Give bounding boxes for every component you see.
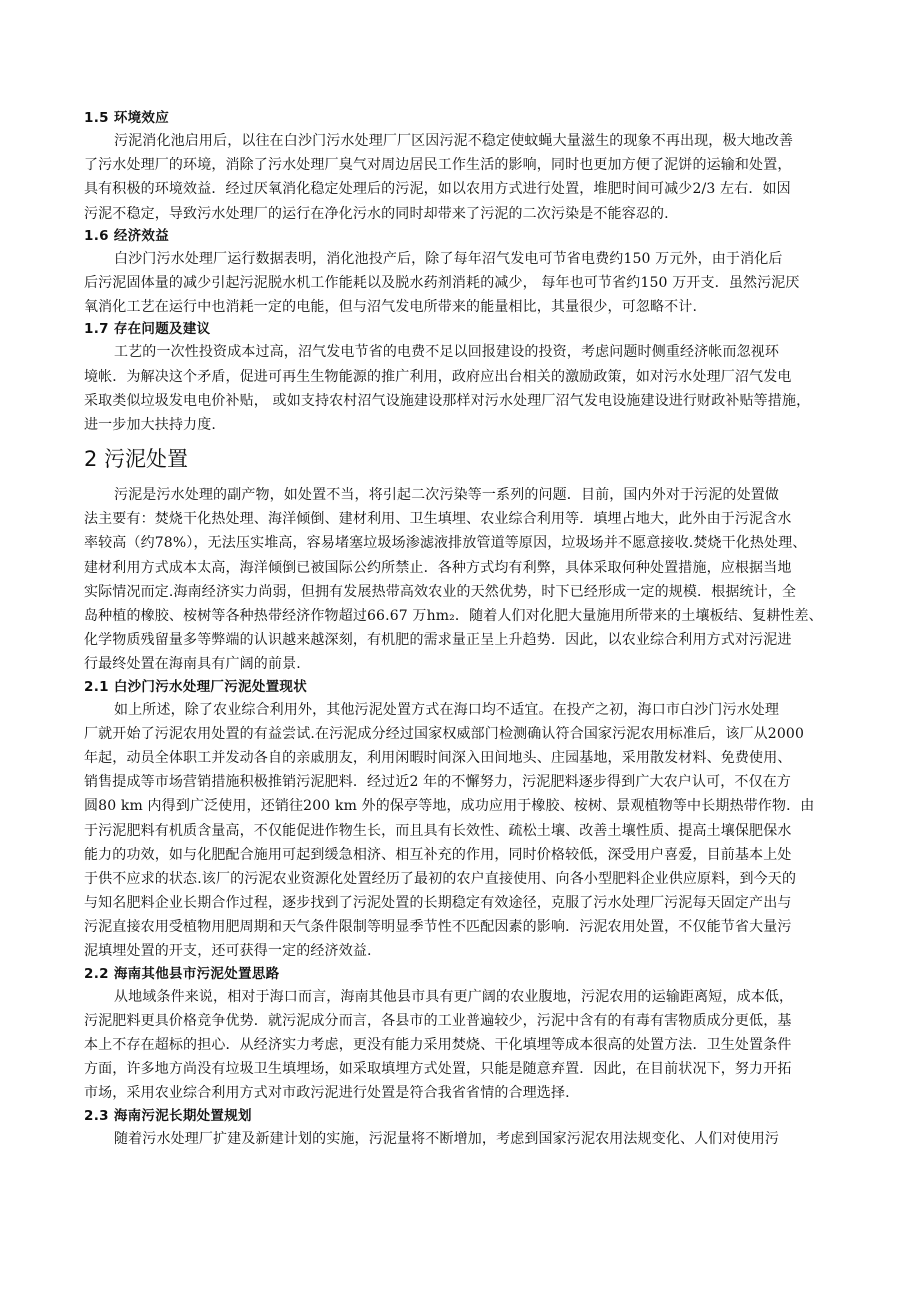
section-heading-2-3: 2.3 海南污泥长期处置规划: [84, 1107, 252, 1124]
text-line: 法主要有：焚烧干化热处理、海洋倾倒、建材利用、卫生填埋、农业综合利用等．填埋占地大，此外由于污泥含水: [84, 511, 792, 528]
document-page: [84, 108, 860, 1151]
section-heading-2-1: 2.1 白沙门污水处理厂污泥处置现状: [84, 678, 308, 695]
text-line: 方面，许多地方尚没有垃圾卫生填埋场，如采取填埋方式处置，只能是随意弃置．因此，在目前状况下，努力开拓: [84, 1061, 792, 1078]
text-line: 销售提成等市场营销措施积极推销污泥肥料．经过近2 年的不懈努力，污泥肥料逐步得到广大农户认可，不仅在方: [84, 774, 792, 791]
text-line: 污泥不稳定，导致污水处理厂的运行在净化污水的同时却带来了污泥的二次污染是不能容忍的.: [84, 205, 669, 222]
chapter-heading-2: 2 污泥处置: [84, 447, 189, 472]
text-line: 率较高（约78%），无法压实堆高，容易堵塞垃圾场渗滤液排放管道等原因，垃圾场并不愿意接收.焚烧干化热处理、: [84, 535, 807, 552]
chapter-2-paragraph: [84, 483, 860, 677]
text-line: 圆80 km 内得到广泛使用，还销往200 km 外的保亭等地，成功应用于橡胶、桉树、景观植物等中长期热带作物．由: [84, 798, 815, 815]
text-line: 厂就开始了污泥农用处置的有益尝试.在污泥成分经过国家权威部门检测确认符合国家污泥农用标准后，该厂从2000: [84, 725, 805, 742]
text-line: 进一步加大扶持力度.: [84, 416, 216, 433]
text-line: 本上不存在超标的担心．从经济实力考虑，更没有能力采用焚烧、干化填埋等成本很高的处置方法．卫生处置条件: [84, 1037, 792, 1053]
text-line: 于污泥肥料有机质含量高，不仅能促进作物生长，而且具有长效性、疏松土壤、改善土壤性质、提高土壤保肥保水: [84, 822, 792, 839]
text-line: 如上所述，除了农业综合利用外，其他污泥处置方式在海口均不适宜。在投产之初，海口市白沙门污水处理: [114, 701, 780, 718]
section-heading-2-2: 2.2 海南其他县市污泥处置思路: [84, 965, 280, 982]
section-2-1-paragraph: [84, 698, 860, 964]
section-heading-1-7: 1.7 存在问题及建议: [84, 321, 211, 338]
text-line: 化学物质残留量多等弊端的认识越来越深刻，有机肥的需求量正呈上升趋势．因此，以农业综合利用方式对污泥进: [84, 632, 792, 649]
text-line: 岛种植的橡胶、桉树等各种热带经济作物超过66.67 万hm₂．随着人们对化肥大量施用所带来的土壤板结、复耕性差、: [84, 608, 823, 624]
text-line: 市场，采用农业综合利用方式对市政污泥进行处置是符合我省省情的合理选择.: [84, 1085, 570, 1102]
text-line: 氧消化工艺在运行中也消耗一定的电能，但与沼气发电所带来的能量相比，其量很少，可忽略不计.: [84, 299, 698, 316]
text-line: 白沙门污水处理厂运行数据表明，消化池投产后，除了每年沼气发电可节省电费约150 万元外，由于消化后: [114, 250, 783, 267]
text-line: 具有积极的环境效益．经过厌氧消化稳定处理后的污泥，如以农用方式进行处置，堆肥时间可减少2/3 左右．如因: [84, 181, 791, 198]
text-line: 行最终处置在海南具有广阔的前景.: [84, 656, 301, 673]
text-line: 泥填埋处置的开支，还可获得一定的经济效益.: [84, 943, 372, 960]
text-line: 境帐．为解决这个矛盾，促进可再生生物能源的推广利用，政府应出台相关的激励政策，如对污水处理厂沼气发电: [84, 368, 792, 385]
text-line: 从地域条件来说，相对于海口而言，海南其他县市具有更广阔的农业腹地，污泥农用的运输距离短，成本低，: [114, 988, 794, 1005]
text-line: 于供不应求的状态.该厂的污泥农业资源化处置经历了最初的农户直接使用、向各小型肥料企业供应原料，到今天的: [84, 870, 797, 887]
text-line: 与知名肥料企业长期合作过程，逐步找到了污泥处置的长期稳定有效途径，克服了污水处理厂污泥每天固定产出与: [84, 895, 792, 912]
text-line: 年起，动员全体职工并发动各自的亲戚朋友，利用闲暇时间深入田间地头、庄园基地，采用散发材料、免费使用、: [84, 749, 792, 766]
text-line: 后污泥固体量的减少引起污泥脱水机工作能耗以及脱水药剂消耗的减少， 每年也可节省约150 万开支．虽然污泥厌: [84, 274, 800, 291]
section-2-2-paragraph: [84, 985, 860, 1106]
section-1-7-paragraph: [84, 340, 860, 437]
text-line: 污泥是污水处理的副产物，如处置不当，将引起二次污染等一系列的问题．目前，国内外对于污泥的处置做: [114, 487, 780, 504]
text-line: 能力的功效，如与化肥配合施用可起到缓急相济、相互补充的作用，同时价格较低，深受用户喜爱，目前基本上处: [84, 846, 792, 863]
section-heading-1-5: 1.5 环境效应: [84, 110, 170, 126]
text-line: 随着污水处理厂扩建及新建计划的实施，污泥量将不断增加，考虑到国家污泥农用法规变化、人们对使用污: [114, 1130, 780, 1147]
text-line: 了污水处理厂的环境，消除了污水处理厂臭气对周边居民工作生活的影响，同时也更加方便了泥饼的运输和处置，: [84, 157, 792, 174]
text-line: 工艺的一次性投资成本过高，沼气发电节省的电费不足以回报建设的投资，考虑问题时侧重经济帐而忽视环: [114, 344, 780, 361]
section-heading-1-6: 1.6 经济效益: [84, 227, 170, 244]
text-line: 建材利用方式成本太高，海洋倾倒已被国际公约所禁止．各种方式均有利弊，具体采取何种处置措施，应根据当地: [84, 559, 792, 576]
section-1-6-paragraph: [84, 247, 860, 320]
section-2-3-paragraph: [84, 1127, 860, 1151]
text-line: 污泥直接农用受植物用肥周期和天气条件限制等明显季节性不匹配因素的影响．污泥农用处置，不仅能节省大量污: [84, 919, 792, 936]
text-line: 污泥消化池启用后，以往在白沙门污水处理厂厂区因污泥不稳定使蚊蝇大量滋生的现象不再出现，极大地改善: [114, 133, 794, 149]
text-line: 采取类似垃圾发电电价补贴， 或如支持农村沼气设施建设那样对污水处理厂沼气发电设施建设进行财政补贴等措施，: [84, 392, 811, 409]
section-1-5-paragraph: [84, 129, 860, 226]
text-line: 实际情况而定.海南经济实力尚弱，但拥有发展热带高效农业的天然优势，时下已经形成一定的规模．根据统计，全: [84, 583, 797, 600]
text-line: 污泥肥料更具价格竞争优势．就污泥成分而言，各县市的工业普遍较少，污泥中含有的有毒有害物质成分更低，基: [84, 1012, 792, 1029]
